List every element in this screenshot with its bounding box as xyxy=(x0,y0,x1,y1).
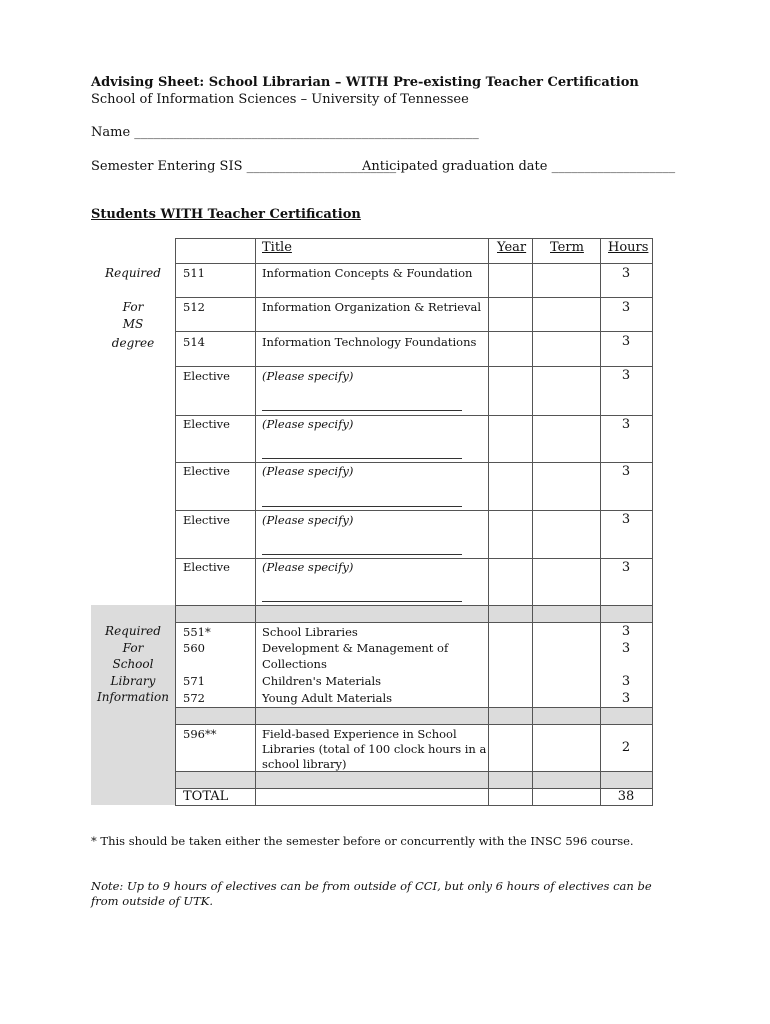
side-label-ms: Required For MS degree xyxy=(105,266,161,350)
shaded-row xyxy=(176,605,652,622)
elective-hours: 3 xyxy=(621,417,631,432)
course-title: Information Technology Foundations xyxy=(262,335,477,349)
electives-note: Note: Up to 9 hours of electives can be from outside of CCI, but only 6 hours of electives can be from outside of UTK. xyxy=(91,879,652,908)
course-number: 511 xyxy=(183,266,205,280)
elective-label: Elective xyxy=(183,513,230,527)
elective-label: Elective xyxy=(183,417,230,431)
course-hours: 3 xyxy=(621,334,631,349)
shaded-row xyxy=(176,771,652,788)
name-field[interactable]: Name _____________________________________________________ xyxy=(91,125,479,140)
course-title: Development & Management of xyxy=(262,641,449,655)
elective-label: Elective xyxy=(183,560,230,574)
header-year: Year xyxy=(497,240,527,255)
course-number: 551* xyxy=(183,625,211,639)
elective-input-line[interactable] xyxy=(262,554,462,555)
course-hours: 3 xyxy=(621,300,631,315)
elective-input-line[interactable] xyxy=(262,410,462,411)
course-title: Libraries (total of 100 clock hours in a xyxy=(262,742,487,756)
semester-field[interactable]: Semester Entering SIS _______________________ xyxy=(91,159,397,174)
total-label: TOTAL xyxy=(183,789,229,804)
total-hours: 38 xyxy=(617,789,635,804)
course-number: 571 xyxy=(183,674,205,688)
course-title: School Libraries xyxy=(262,625,358,639)
course-title: Field-based Experience in School xyxy=(262,727,457,741)
section-title: Students WITH Teacher Certification xyxy=(91,207,361,222)
course-number: 512 xyxy=(183,300,205,314)
header-title: Title xyxy=(262,240,292,255)
elective-label: Elective xyxy=(183,464,230,478)
elective-specify: (Please specify) xyxy=(262,513,354,527)
course-number: 572 xyxy=(183,691,205,705)
elective-hours: 3 xyxy=(621,464,631,479)
course-number: 596** xyxy=(183,727,217,741)
course-hours: 3 xyxy=(621,624,631,639)
elective-specify: (Please specify) xyxy=(262,560,354,574)
elective-specify: (Please specify) xyxy=(262,464,354,478)
course-hours: 3 xyxy=(621,266,631,281)
elective-specify: (Please specify) xyxy=(262,417,354,431)
page-title: Advising Sheet: School Librarian – WITH Pre-existing Teacher Certification xyxy=(91,75,639,90)
course-title: Information Organization & Retrieval xyxy=(262,300,482,314)
course-title: school library) xyxy=(262,757,347,771)
course-title: Information Concepts & Foundation xyxy=(262,266,473,280)
course-number: 514 xyxy=(183,335,205,349)
course-hours: 3 xyxy=(621,674,631,689)
course-title: Collections xyxy=(262,657,327,671)
shaded-row xyxy=(176,707,652,724)
elective-hours: 3 xyxy=(621,368,631,383)
elective-hours: 3 xyxy=(621,560,631,575)
header-term: Term xyxy=(550,240,584,255)
footnote: * This should be taken either the semester before or concurrently with the INSC 596 course. xyxy=(91,834,634,848)
elective-specify: (Please specify) xyxy=(262,369,354,383)
graduation-date-field[interactable]: Anticipated graduation date ___________________ xyxy=(362,159,676,174)
elective-input-line[interactable] xyxy=(262,601,462,602)
elective-hours: 3 xyxy=(621,512,631,527)
header-hours: Hours xyxy=(608,240,649,255)
course-title: Children's Materials xyxy=(262,674,382,688)
side-label-library: Required For School Library Information xyxy=(96,624,170,704)
course-hours: 2 xyxy=(621,740,631,755)
course-hours: 3 xyxy=(621,641,631,656)
elective-input-line[interactable] xyxy=(262,458,462,459)
elective-input-line[interactable] xyxy=(262,506,462,507)
page-subtitle: School of Information Sciences – University of Tennessee xyxy=(91,92,469,107)
course-title: Young Adult Materials xyxy=(262,691,393,705)
elective-label: Elective xyxy=(183,369,230,383)
course-number: 560 xyxy=(183,641,205,655)
course-hours: 3 xyxy=(621,691,631,706)
